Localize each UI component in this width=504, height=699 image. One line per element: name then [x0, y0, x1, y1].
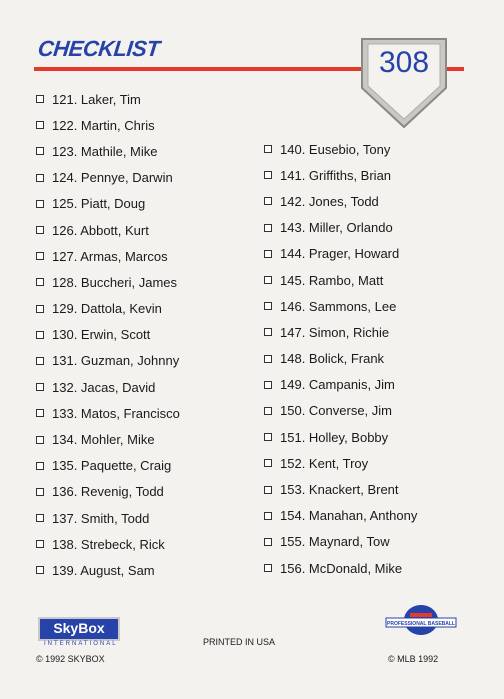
- checklist-item-label: 138. Strebeck, Rick: [52, 536, 165, 552]
- checklist-item: [264, 293, 417, 319]
- checklist-item: [264, 346, 417, 372]
- checklist-item-label: 145. Rambo, Matt: [280, 272, 384, 288]
- checklist-item: [36, 112, 180, 138]
- checklist-column-2: [264, 136, 417, 581]
- checkbox-icon: [36, 488, 44, 496]
- checkbox-icon: [264, 328, 272, 336]
- checkbox-icon: [36, 278, 44, 286]
- checkbox-icon: [36, 357, 44, 365]
- checklist-item: [264, 241, 417, 267]
- checklist-item: [264, 424, 417, 450]
- checklist-item-label: 148. Bolick, Frank: [280, 351, 385, 367]
- checkbox-icon: [36, 95, 44, 103]
- checklist-column-1: [36, 86, 180, 584]
- mlb-logo-icon: [384, 603, 458, 641]
- checklist-item-label: 152. Kent, Troy: [280, 455, 369, 471]
- checklist-item: [264, 136, 417, 162]
- checkbox-icon: [264, 145, 272, 153]
- checklist-item-label: 144. Prager, Howard: [280, 246, 400, 262]
- checklist-item-label: 128. Buccheri, James: [52, 274, 178, 290]
- checkbox-icon: [264, 302, 272, 310]
- checkbox-icon: [36, 514, 44, 522]
- checkbox-icon: [36, 252, 44, 260]
- checkbox-icon: [36, 383, 44, 391]
- checklist-item-label: 132. Jacas, David: [52, 379, 156, 395]
- checklist-item-label: 143. Miller, Orlando: [280, 220, 393, 236]
- checklist-item: [264, 529, 417, 555]
- checkbox-icon: [264, 407, 272, 415]
- checkbox-icon: [36, 331, 44, 339]
- checklist-item: [36, 453, 180, 479]
- copyright-mlb: © MLB 1992: [388, 654, 439, 664]
- checklist-item: [36, 191, 180, 217]
- checklist-item: [264, 503, 417, 529]
- checklist-item-label: 127. Armas, Marcos: [52, 248, 168, 264]
- checkbox-icon: [36, 540, 44, 548]
- checkbox-icon: [264, 276, 272, 284]
- checkbox-icon: [264, 512, 272, 520]
- checklist-item: [264, 372, 417, 398]
- checklist-item-label: 124. Pennye, Darwin: [52, 170, 173, 186]
- checklist-item-label: 121. Laker, Tim: [52, 91, 141, 107]
- checklist-item: [264, 215, 417, 241]
- checkbox-icon: [264, 355, 272, 363]
- copyright-skybox: © 1992 SKYBOX: [36, 654, 105, 664]
- checklist-item: [264, 398, 417, 424]
- checklist-item: [36, 138, 180, 164]
- checklist-item: [36, 426, 180, 452]
- checklist-item: [36, 531, 180, 557]
- skybox-logo-subtitle: INTERNATIONAL: [44, 641, 118, 647]
- checklist-item: [264, 319, 417, 345]
- checkbox-icon: [264, 197, 272, 205]
- checklist-item: [264, 267, 417, 293]
- checklist-item-label: 126. Abbott, Kurt: [52, 222, 149, 238]
- checklist-item-label: 150. Converse, Jim: [280, 403, 392, 419]
- checklist-item-label: 147. Simon, Richie: [280, 324, 390, 340]
- checkbox-icon: [36, 174, 44, 182]
- checklist-item-label: 125. Piatt, Doug: [52, 196, 146, 212]
- checkbox-icon: [36, 226, 44, 234]
- checklist-item-label: 153. Knackert, Brent: [280, 482, 399, 498]
- card-number: 308: [378, 46, 430, 79]
- checkbox-icon: [36, 462, 44, 470]
- checkbox-icon: [36, 436, 44, 444]
- checklist-item: [36, 296, 180, 322]
- checklist-item-label: 133. Matos, Francisco: [52, 405, 180, 421]
- checkbox-icon: [36, 147, 44, 155]
- checkbox-icon: [264, 171, 272, 179]
- checklist-item-label: 141. Griffiths, Brian: [280, 167, 392, 183]
- checklist-item: [36, 400, 180, 426]
- checklist-item-label: 146. Sammons, Lee: [280, 298, 397, 314]
- checklist-item-label: 135. Paquette, Craig: [52, 458, 172, 474]
- checkbox-icon: [264, 459, 272, 467]
- checkbox-icon: [264, 381, 272, 389]
- checkbox-icon: [36, 305, 44, 313]
- checklist-item: [264, 450, 417, 476]
- checklist-item-label: 139. August, Sam: [52, 562, 155, 578]
- checkbox-icon: [264, 564, 272, 572]
- checklist-item: [36, 348, 180, 374]
- checklist-item: [36, 165, 180, 191]
- checklist-item: [264, 162, 417, 188]
- checklist-item-label: 142. Jones, Todd: [280, 193, 379, 209]
- checklist-item: [264, 555, 417, 581]
- checklist-item-label: 151. Holley, Bobby: [280, 429, 389, 445]
- checkbox-icon: [264, 433, 272, 441]
- checkbox-icon: [36, 566, 44, 574]
- checklist-item-label: 129. Dattola, Kevin: [52, 301, 162, 317]
- checklist-item: [36, 374, 180, 400]
- checklist-item: [36, 505, 180, 531]
- checkbox-icon: [36, 200, 44, 208]
- checkbox-icon: [264, 250, 272, 258]
- checklist-item: [36, 269, 180, 295]
- checklist-item-label: 156. McDonald, Mike: [280, 560, 403, 576]
- checklist-item-label: 140. Eusebio, Tony: [280, 141, 391, 157]
- checklist-item-label: 149. Campanis, Jim: [280, 377, 395, 393]
- checklist-item: [36, 243, 180, 269]
- checklist-item-label: 137. Smith, Todd: [52, 510, 150, 526]
- checkbox-icon: [36, 121, 44, 129]
- checklist-item-label: 154. Manahan, Anthony: [280, 508, 418, 524]
- checkbox-icon: [264, 486, 272, 494]
- checkbox-icon: [264, 538, 272, 546]
- card-title: CHECKLIST: [36, 36, 161, 61]
- checklist-item: [36, 86, 180, 112]
- checklist-item: [36, 217, 180, 243]
- checklist-item: [264, 476, 417, 502]
- checklist-item-label: 122. Martin, Chris: [52, 117, 155, 133]
- checklist-item: [36, 479, 180, 505]
- checklist-item-label: 131. Guzman, Johnny: [52, 353, 180, 369]
- skybox-logo: SkyBox: [38, 617, 120, 641]
- checklist-item-label: 155. Maynard, Tow: [280, 534, 390, 550]
- checklist-item-label: 134. Mohler, Mike: [52, 432, 155, 448]
- checkbox-icon: [36, 409, 44, 417]
- checklist-item: [36, 557, 180, 583]
- svg-text:PROFESSIONAL BASEBALL: PROFESSIONAL BASEBALL: [387, 621, 455, 627]
- printed-in-usa: PRINTED IN USA: [203, 637, 276, 647]
- checkbox-icon: [264, 224, 272, 232]
- checklist-item-label: 136. Revenig, Todd: [52, 484, 164, 500]
- checklist-item-label: 123. Mathile, Mike: [52, 143, 158, 159]
- checklist-item: [264, 188, 417, 214]
- checklist-item: [36, 322, 180, 348]
- checklist-item-label: 130. Erwin, Scott: [52, 327, 151, 343]
